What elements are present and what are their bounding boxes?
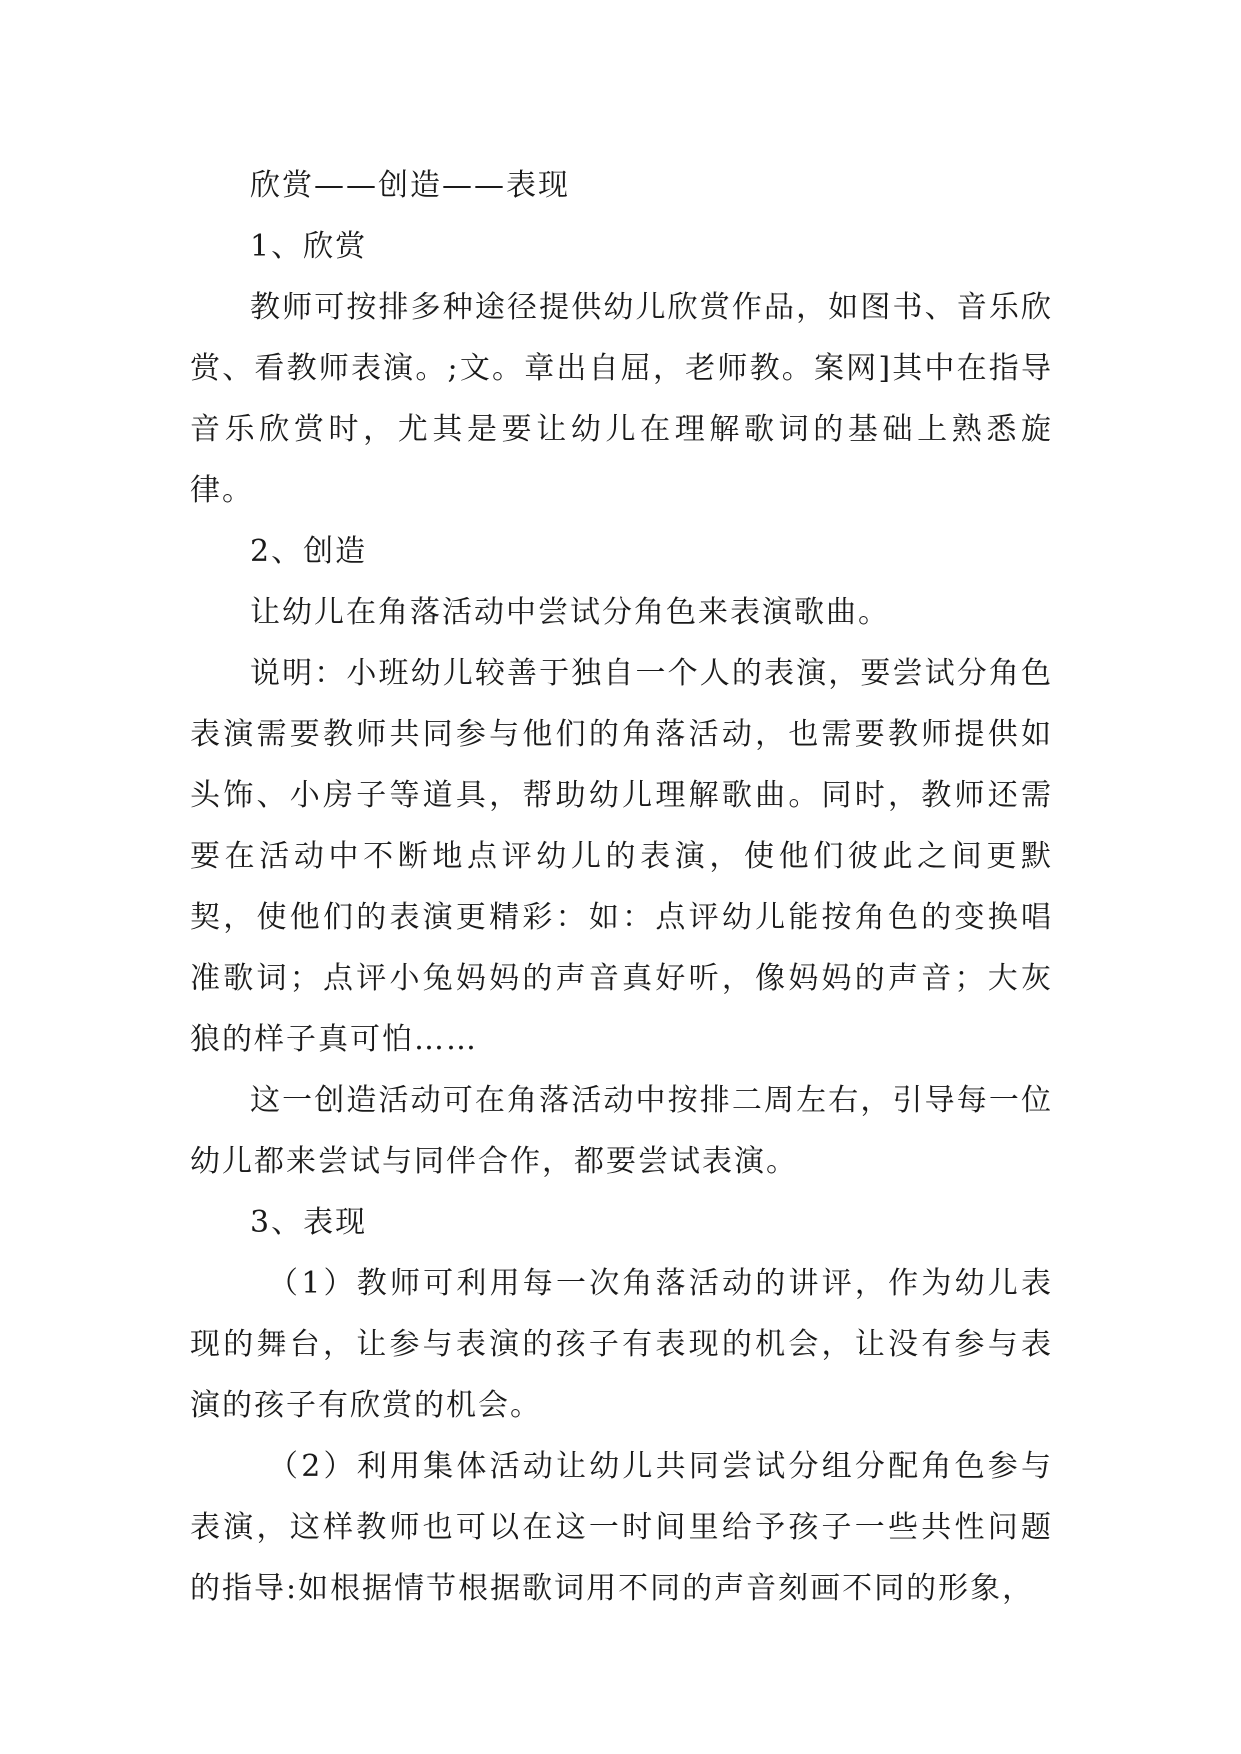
section-heading: 欣赏——创造——表现 [250, 168, 570, 203]
subsection-heading-create: 2、创造 [250, 534, 368, 569]
numbered-paragraph: （2）利用集体活动让幼儿共同尝试分组分配角色参与表演，这样教师也可以在这一时间里给予孩子一些共性问题的指导:如根据情节根据歌词用不同的声音刻画不同的形象， [190, 1449, 1053, 1606]
body-paragraph: 教师可按排多种途径提供幼儿欣赏作品，如图书、音乐欣赏、看教师表演。;文。章出自屈，老师教。案网]其中在指导音乐欣赏时，尤其是要让幼儿在理解歌词的基础上熟悉旋律。 [190, 290, 1053, 508]
document-page [190, 155, 1053, 1619]
body-paragraph: 说明：小班幼儿较善于独自一个人的表演，要尝试分角色表演需要教师共同参与他们的角落活动，也需要教师提供如头饰、小房子等道具，帮助幼儿理解歌曲。同时，教师还需要在活动中不断地点评幼儿的表演，使他们彼此之间更默契，使他们的表演更精彩：如：点评幼儿能按角色的变换唱准歌词；点评小兔妈妈的声音真好听，像妈妈的声音；大灰狼的样子真可怕…… [190, 656, 1053, 1057]
subsection-heading-perform: 3、表现 [250, 1205, 368, 1240]
subsection-heading-appreciate: 1、欣赏 [250, 229, 368, 264]
body-paragraph: 这一创造活动可在角落活动中按排二周左右，引导每一位幼儿都来尝试与同伴合作，都要尝试表演。 [190, 1083, 1053, 1179]
body-paragraph: 让幼儿在角落活动中尝试分角色来表演歌曲。 [250, 595, 890, 630]
numbered-paragraph: （1）教师可利用每一次角落活动的讲评，作为幼儿表现的舞台，让参与表演的孩子有表现的机会，让没有参与表演的孩子有欣赏的机会。 [190, 1266, 1053, 1423]
